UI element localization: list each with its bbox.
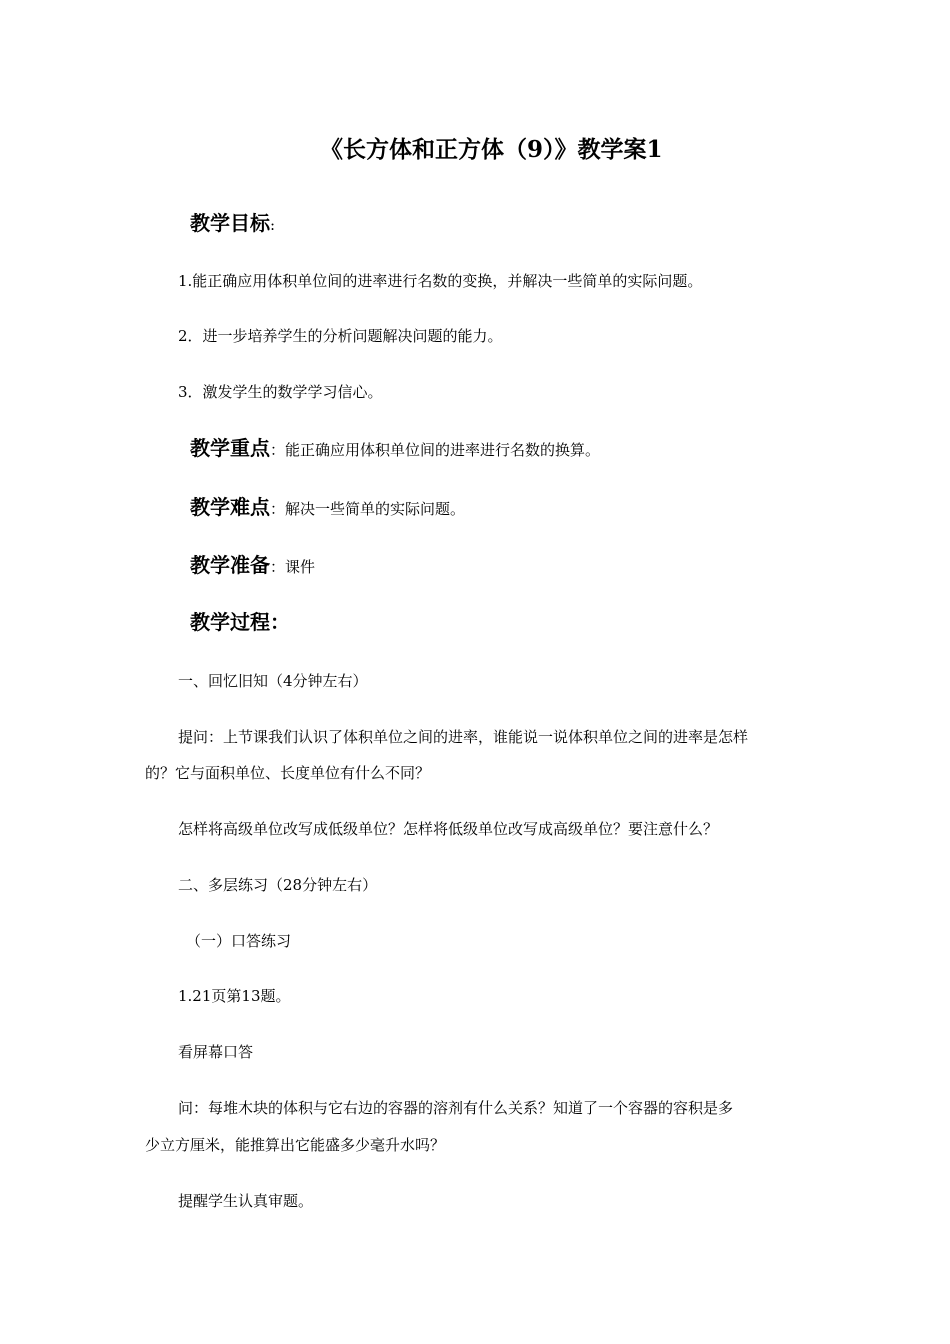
key-point-text: ：能正确应用体积单位间的进率进行名数的换算。 <box>270 441 601 459</box>
objectives-colon: : <box>270 216 276 234</box>
document-title: 《长方体和正方体（9）》教学案1 <box>320 136 663 163</box>
preparation-line <box>190 550 315 582</box>
section2-instruction: 看屏幕口答 <box>178 1043 254 1061</box>
objective-item-2: 2．进一步培养学生的分析问题解决问题的能力。 <box>178 327 503 345</box>
section2-sub-heading: （一）口答练习 <box>186 932 292 950</box>
key-point-line <box>190 433 600 465</box>
objectives-heading-line <box>190 208 275 240</box>
section1-question2: 怎样将高级单位改写成低级单位？怎样将低级单位改写成高级单位？要注意什么？ <box>178 820 719 838</box>
difficulty-heading: 教学难点 <box>190 495 270 519</box>
section2-item1: 1.21页第13题。 <box>178 987 291 1005</box>
section2-reminder: 提醒学生认真审题。 <box>178 1192 314 1210</box>
key-point-heading: 教学重点 <box>190 436 270 460</box>
section2-question-line2: 少立方厘米，能推算出它能盛多少毫升水吗？ <box>145 1136 446 1154</box>
difficulty-text: ：解决一些简单的实际问题。 <box>270 500 466 518</box>
section1-question-line1: 提问：上节课我们认识了体积单位之间的进率，谁能说一说体积单位之间的进率是怎样 <box>178 728 749 746</box>
section1-heading: 一、回忆旧知（4分钟左右） <box>178 672 368 690</box>
process-colon: ： <box>270 610 290 634</box>
section2-question-line1: 问：每堆木块的体积与它右边的容器的溶剂有什么关系？知道了一个容器的容积是多 <box>178 1099 734 1117</box>
objective-item-3: 3．激发学生的数学学习信心。 <box>178 383 383 401</box>
section2-heading: 二、多层练习（28分钟左右） <box>178 876 378 894</box>
process-heading: 教学过程 <box>190 610 270 634</box>
preparation-heading: 教学准备 <box>190 553 270 577</box>
objectives-heading: 教学目标 <box>190 211 270 235</box>
objective-item-1: 1.能正确应用体积单位间的进率进行名数的变换，并解决一些简单的实际问题。 <box>178 272 703 290</box>
section1-question-line2: 的？它与面积单位、长度单位有什么不同？ <box>145 764 431 782</box>
preparation-text: ：课件 <box>270 558 316 576</box>
process-line <box>190 607 290 639</box>
difficulty-line <box>190 492 465 524</box>
